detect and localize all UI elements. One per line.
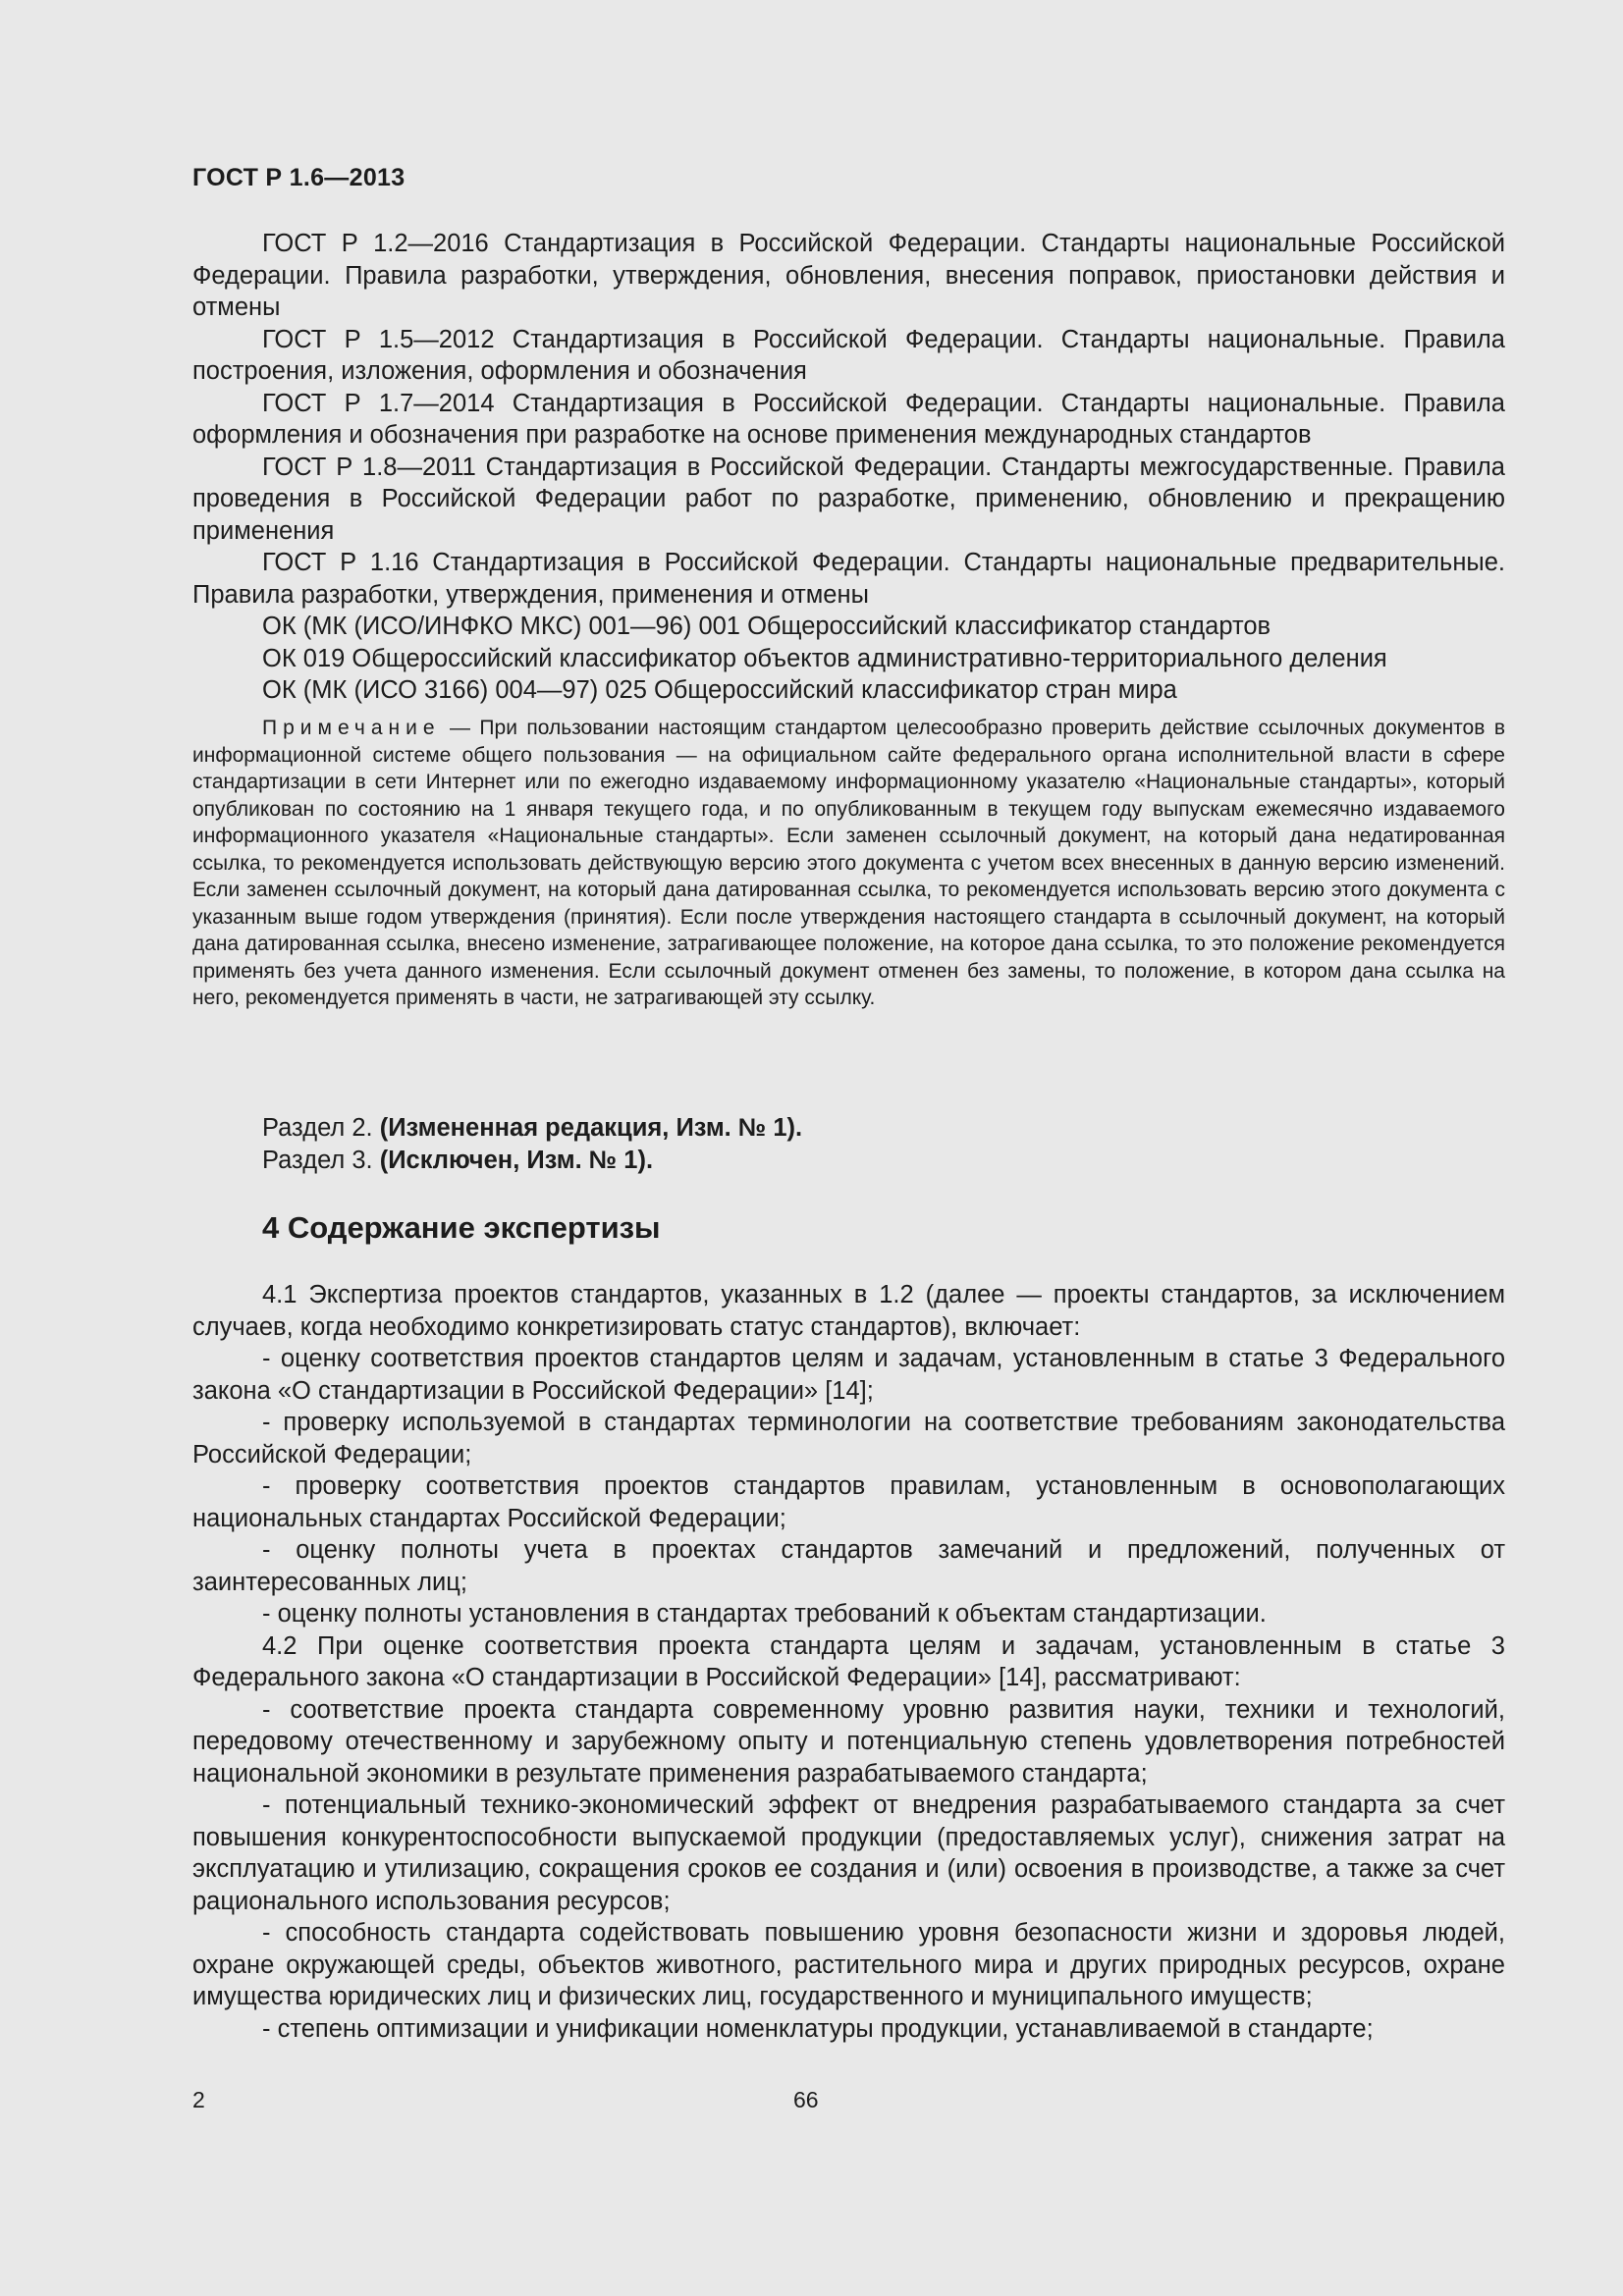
amendments-list [192, 1112, 1505, 1176]
reference-item: ГОСТ Р 1.5—2012 Стандартизация в Российской Федерации. Стандарты национальные. Правила построения, изложения, оформления и обозначения [192, 325, 1505, 385]
reference-item: ОК (МК (ИСО 3166) 004—97) 025 Общероссийский классификатор стран мира [262, 676, 1177, 704]
sheet-number: 66 [793, 2087, 819, 2112]
reference-item: ГОСТ Р 1.7—2014 Стандартизация в Российской Федерации. Стандарты национальные. Правила оформления и обозначения при разработке на основе применения международных стандартов [192, 389, 1505, 449]
note-paragraph [192, 715, 1505, 1012]
section-title: 4 Содержание экспертизы [262, 1210, 661, 1245]
list-item: - способность стандарта содействовать повышению уровня безопасности жизни и здоровья людей, охране окружающей среды, объектов животного, растительного мира и других природных ресурсов, охране имущества юридических лиц и физических лиц, государственного и муниципального имуществ; [192, 1919, 1505, 2010]
section-body [192, 1279, 1505, 2045]
normative-references-list [192, 228, 1505, 707]
list-item: - оценку соответствия проектов стандартов целям и задачам, установленным в статье 3 Федерального закона «О стандартизации в Российской Федерации» [14]; [192, 1345, 1505, 1405]
amendment-note: (Измененная редакция, Изм. № 1). [379, 1114, 803, 1142]
list-item: - соответствие проекта стандарта современному уровню развития науки, техники и технологий, передовому отечественному и зарубежному опыту и потенциальную степень удовлетворения потребностей национальной экономики в результате применения разрабатываемого стандарта; [192, 1695, 1505, 1788]
note-label: Примечание [262, 717, 441, 739]
list-item: - оценку полноты учета в проектах стандартов замечаний и предложений, полученных от заинтересованных лиц; [192, 1536, 1505, 1596]
body-paragraph: 4.1 Экспертиза проектов стандартов, указанных в 1.2 (далее — проекты стандартов, за исключением случаев, когда необходимо конкретизировать статус стандартов), включает: [192, 1281, 1505, 1341]
list-item: - проверку используемой в стандартах терминологии на соответствие требованиям законодательства Российской Федерации; [192, 1409, 1505, 1468]
body-paragraph: 4.2 При оценке соответствия проекта стандарта целям и задачам, установленным в статье 3 Федерального закона «О стандартизации в Российской Федерации» [14], рассматривают: [192, 1631, 1505, 1691]
reference-item: ГОСТ Р 1.16 Стандартизация в Российской Федерации. Стандарты национальные предварительные. Правила разработки, утверждения, применения и отмены [192, 549, 1505, 609]
amendment-prefix: Раздел 2. [262, 1114, 380, 1142]
reference-item: ОК (МК (ИСО/ИНФКО МКС) 001—96) 001 Общероссийский классификатор стандартов [262, 613, 1271, 640]
list-item: - проверку соответствия проектов стандартов правилам, установленным в основополагающих национальных стандартах Российской Федерации; [192, 1472, 1505, 1532]
note-text: — При пользовании настоящим стандартом целесообразно проверить действие ссылочных документов в информационной системе общего пользования — на официальном сайте федерального органа исполнительной власти в сфере стандартизации в сети Интернет или по ежегодно издаваемому информационному указателю «Национальные стандарты», который опубликован по состоянию на 1 января текущего года, и по опубликованным в текущем году выпускам ежемесячно издаваемого информационного указателя «Национальные стандарты». Если заменен ссылочный документ, на который дана недатированная ссылка, то рекомендуется использовать действующую версию этого документа с учетом всех внесенных в данную версию изменений. Если заменен ссылочный документ, на который дана датированная ссылка, то рекомендуется использовать версию этого документа с указанным выше годом утверждения (принятия). Если после утверждения настоящего стандарта в ссылочный документ, на который дана датированная ссылка, внесено изменение, затрагивающее положение, на которое дана ссылка, то это положение рекомендуется применять без учета данного изменения. Если ссылочный документ отменен без замены, то положение, в котором дана ссылка на него, рекомендуется применять в части, не затрагивающей эту ссылку. [192, 717, 1505, 1009]
amendment-note: (Исключен, Изм. № 1). [379, 1146, 654, 1174]
document-code-header: ГОСТ Р 1.6—2013 [192, 164, 406, 191]
list-item: - степень оптимизации и унификации номенклатуры продукции, устанавливаемой в стандарте; [262, 2014, 1374, 2043]
reference-item: ОК 019 Общероссийский классификатор объектов административно-территориального деления [262, 644, 1387, 672]
amendment-item [192, 1145, 1505, 1177]
reference-item: ГОСТ Р 1.2—2016 Стандартизация в Российской Федерации. Стандарты национальные Российской Федерации. Правила разработки, утверждения, обновления, внесения поправок, приостановки действия и отмены [192, 230, 1505, 321]
list-item: - потенциальный технико-экономический эффект от внедрения разрабатываемого стандарта за счет повышения конкурентоспособности выпускаемой продукции (предоставляемых услуг), снижения затрат на эксплуатацию и утилизацию, сокращения сроков ее создания и (или) освоения в производстве, а также за счет рационального использования ресурсов; [192, 1791, 1505, 1915]
amendment-prefix: Раздел 3. [262, 1146, 380, 1174]
reference-item: ГОСТ Р 1.8—2011 Стандартизация в Российской Федерации. Стандарты межгосударственные. Правила проведения в Российской Федерации работ по разработке, применению, обновлению и прекращению применения [192, 453, 1505, 545]
list-item: - оценку полноты установления в стандартах требований к объектам стандартизации. [262, 1600, 1267, 1628]
amendment-item [192, 1112, 1505, 1145]
page-number: 2 [192, 2087, 205, 2112]
